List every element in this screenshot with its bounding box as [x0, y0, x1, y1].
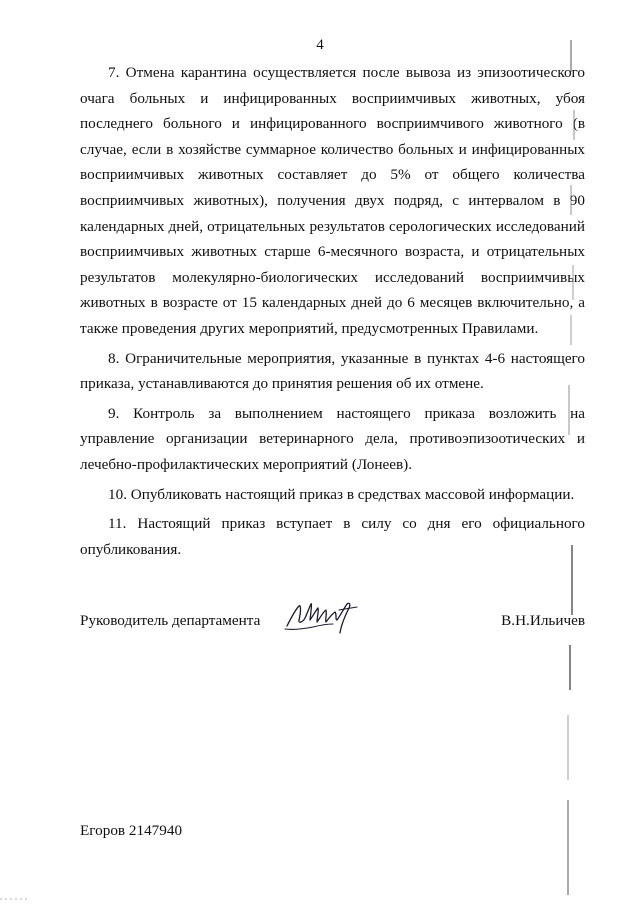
executor-info: Егоров 2147940 — [80, 822, 183, 839]
paragraph-8: 8. Ограничительные мероприятия, указанные в пунктах 4-6 настоящего приказа, устанавливаются до принятия решения об их отмене. — [80, 349, 585, 393]
paragraph-11: 11. Настоящий приказ вступает в силу со дня его официального опубликования. — [80, 515, 585, 558]
paragraph-10: 10. Опубликовать настоящий приказ в средствах массовой информации. — [108, 485, 575, 503]
handwritten-signature — [283, 596, 361, 636]
signatory-name: В.Н.Ильичев — [501, 612, 585, 629]
signature-block — [80, 606, 585, 640]
paragraph-7: 7. Отмена карантина осуществляется после вывоза из эпизоотического очага больных и инфицированных восприимчивых животных, убоя последнего больного и инфицированного восприимчивого животного (в случае, если в хозяйстве суммарное количество больных и инфицированных восприимчивых животных составляет до 5% от общего количества восприимчивых животных), получения двух подряд, с интервалом в 90 календарных дней, отрицательных результатов серологических исследований восприимчивых животных старше 6-месячного возраста, и отрицательных результатов молекулярно-биологических исследований восприимчивых животных в возрасте от 15 календарных дней до 6 месяцев включительно, а также проведения других мероприятий, предусмотренных Правилами. — [80, 64, 585, 337]
page-number: 4 — [316, 37, 324, 53]
document-body — [80, 60, 585, 566]
signatory-title: Руководитель департамента — [80, 612, 261, 629]
paragraph-9: 9. Контроль за выполнением настоящего приказа возложить на управление организации ветеринарного дела, противоэпизоотических и лечебно-профилактических мероприятий (Лонеев). — [80, 404, 585, 473]
